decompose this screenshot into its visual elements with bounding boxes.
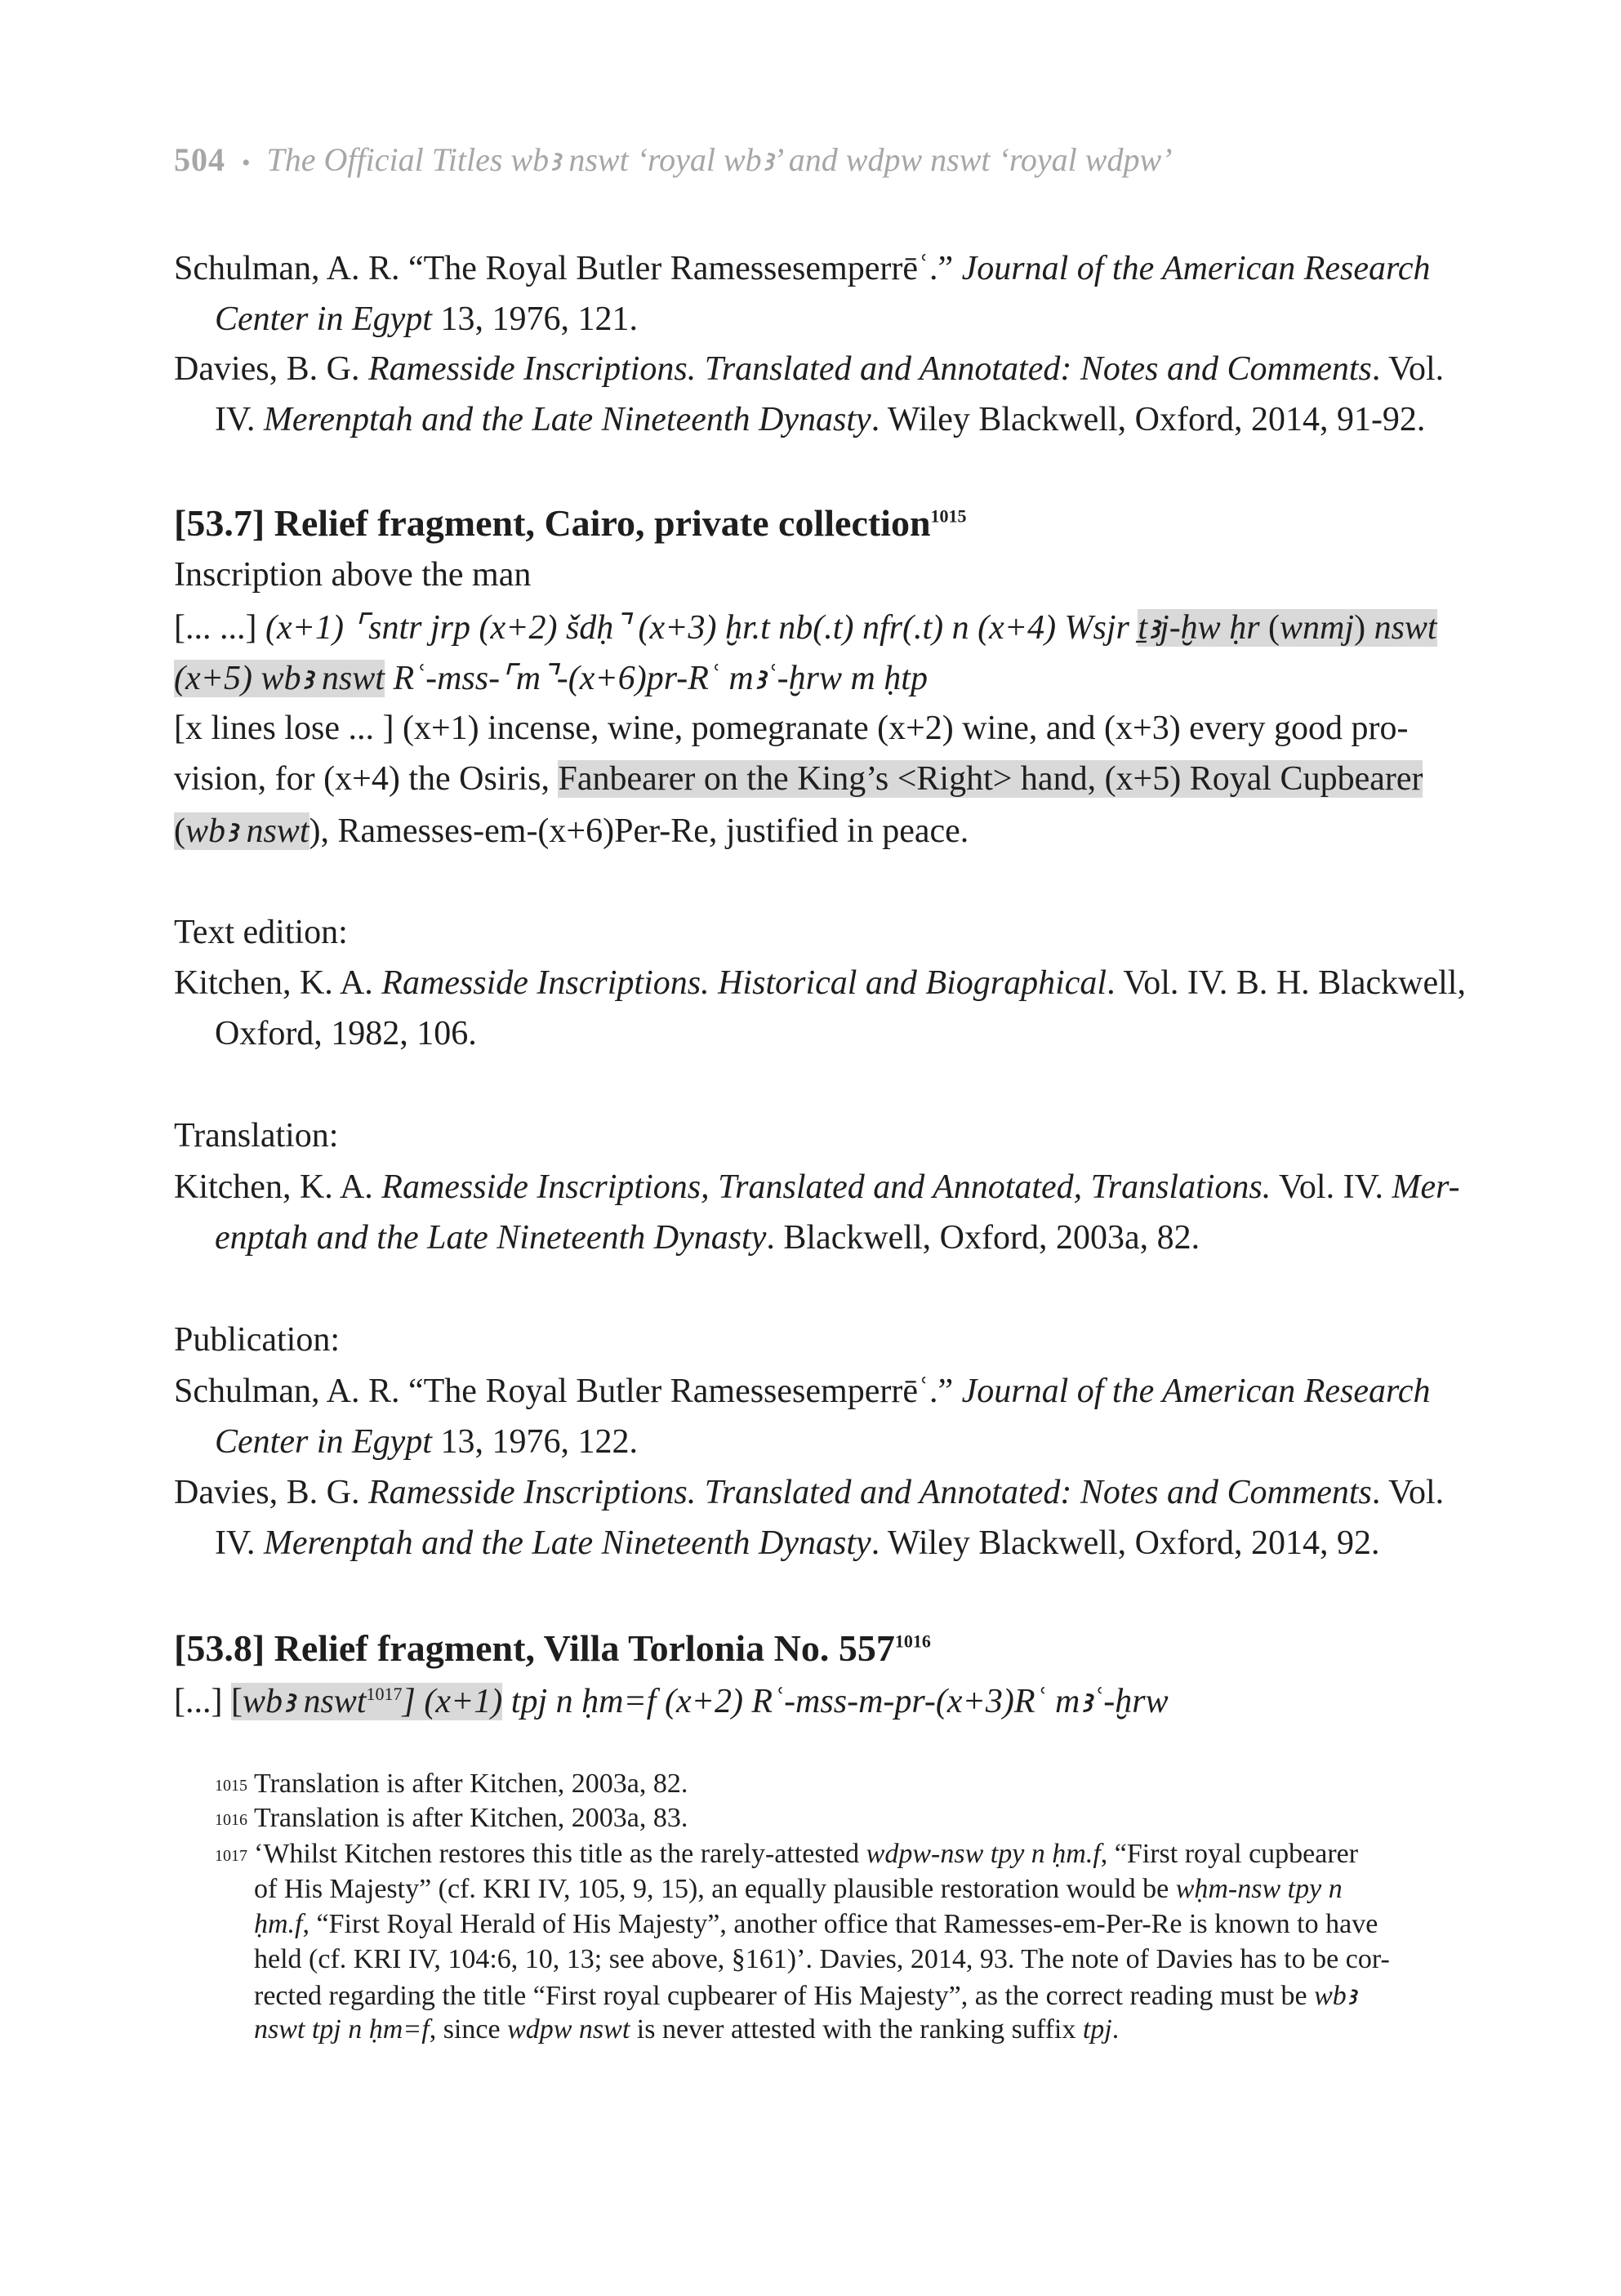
translation-text: wbꜣ nswt (185, 812, 310, 850)
ref-text: . Vol. (1371, 350, 1445, 388)
footnote-span: , “First royal cupbearer (1100, 1839, 1359, 1869)
translit-text: tpj n ḥm=f (x+2) Rʿ-mss-m-pr-(x+3)Rʿ mꜣʿ-ḫrw (502, 1683, 1169, 1720)
ref-title: Ramesside Inscriptions. Translated and Annotated: Notes and Comments (367, 1474, 1372, 1511)
footnote-text (254, 2014, 1119, 2045)
footnote-span: wbꜣ (1314, 1981, 1356, 2011)
section-heading (174, 501, 967, 545)
ref-text: 13, 1976, 121. (431, 300, 638, 338)
footnote-span: , since (429, 2014, 508, 2045)
running-title: The Official Titles wbꜣ nswt ‘royal wbꜣ’ and wdpw nswt ‘royal wdpw’ (266, 141, 1173, 178)
translation-line (174, 759, 1423, 799)
ref-text: . Vol. IV. B. H. Blackwell, (1107, 964, 1466, 1002)
footnote-span: wdpw-nsw tpy n ḥm.f (866, 1839, 1101, 1869)
translit-text: [ (230, 1683, 243, 1720)
reference-line (174, 249, 1430, 288)
translit-text: ṯꜣj-ḫw ḥr (1138, 609, 1260, 647)
footnote-span: is never attested with the ranking suffix (630, 2014, 1083, 2045)
ref-text: Schulman, A. R. “The Royal Butler Ramessesemperrēʿ.” (174, 250, 962, 287)
page-number: 504 (174, 141, 225, 178)
footnote-text (254, 1839, 1358, 1870)
footnote-text: held (cf. KRI IV, 104:6, 10, 13; see above, §161)’. Davies, 2014, 93. The note of Davies has to be cor- (254, 1944, 1390, 1974)
highlighted-title (231, 1683, 502, 1720)
footnote-text (254, 1909, 1378, 1940)
running-header (174, 140, 1172, 179)
ref-journal: Journal of the American Research (961, 1373, 1431, 1410)
reference-line (174, 1372, 1430, 1411)
ref-journal: Journal of the American Research (961, 250, 1431, 287)
ref-text: Kitchen, K. A. (174, 1168, 382, 1206)
ref-title: Ramesside Inscriptions. Historical and Biographical (381, 964, 1107, 1002)
ref-text: . Blackwell, Oxford, 2003a, 82. (766, 1219, 1200, 1257)
translit-text: ) (1354, 609, 1374, 647)
ref-text: . Vol. (1371, 1474, 1445, 1511)
ref-title: Ramesside Inscriptions. Translated and Annotated: Notes and Comments (367, 350, 1372, 388)
translation-text: ( (174, 812, 185, 850)
translation-text: ) (309, 812, 321, 850)
translit-text: ] (x+1) (402, 1683, 503, 1720)
heading-text: [53.7] Relief fragment, Cairo, private collection (174, 502, 931, 544)
publication-label: Publication: (174, 1321, 340, 1359)
reference-line (215, 1422, 638, 1462)
footnote-text (254, 1979, 1356, 2012)
ref-text: Davies, B. G. (174, 350, 368, 388)
reference-line (174, 349, 1444, 389)
reference-line (174, 1168, 1460, 1207)
ref-text: Vol. IV. (1271, 1168, 1392, 1206)
highlighted-translation: Fanbearer on the King’s <Right> hand, (x+5) Royal Cupbearer (558, 760, 1423, 798)
ref-text: Schulman, A. R. “The Royal Butler Ramessesemperrēʿ.” (174, 1373, 962, 1410)
reference-line (215, 1524, 1379, 1563)
translation-line: [x lines lose ... ] (x+1) incense, wine, pomegranate (x+2) wine, and (x+3) every good pro- (174, 710, 1409, 747)
translation-text: vision, for (x+4) the Osiris, (174, 760, 559, 798)
footnote-span: wḥm-nsw tpy n (1175, 1874, 1343, 1904)
footnote-span: wdpw nswt (507, 2014, 630, 2045)
highlighted-translation (174, 812, 310, 850)
footnote-span: ‘Whilst Kitchen restores this title as the rarely-attested (254, 1839, 866, 1869)
translit-text: wnmj (1280, 609, 1355, 647)
reference-line (174, 1473, 1444, 1512)
footnote-span: ḥm.f (254, 1909, 303, 1939)
footnote-ref[interactable]: 1016 (894, 1631, 931, 1652)
ref-title: Ramesside Inscriptions, Translated and Annotated, Translations. (381, 1168, 1271, 1206)
ref-text: Kitchen, K. A. (174, 964, 382, 1002)
footnote-span: nswt tpj n ḥm=f (254, 2014, 430, 2045)
translit-text: [...] (174, 1683, 231, 1720)
translation-line (174, 810, 969, 851)
translation-label: Translation: (174, 1117, 339, 1155)
reference-line (215, 300, 638, 339)
footnote-span: , “First Royal Herald of His Majesty”, another office that Ramesses-em-Per-Re is known to have (302, 1909, 1378, 1939)
transliteration-line (174, 607, 1437, 647)
translit-text: wbꜣ nswt (242, 1683, 367, 1720)
footnote-ref[interactable]: 1017 (366, 1684, 403, 1704)
footnote-number: 1015 (215, 1777, 247, 1795)
footnote-span: tpj (1082, 2014, 1112, 2045)
reference-line (215, 400, 1425, 439)
ref-text: IV. (215, 401, 264, 438)
footnote-text: Translation is after Kitchen, 2003a, 82. (254, 1769, 688, 1799)
ref-text: . Wiley Blackwell, Oxford, 2014, 91-92. (871, 401, 1426, 438)
ref-text: . Wiley Blackwell, Oxford, 2014, 92. (871, 1524, 1380, 1562)
ref-title: Mer- (1392, 1168, 1460, 1206)
ref-title: Merenptah and the Late Nineteenth Dynasty (263, 401, 871, 438)
reference-line: Oxford, 1982, 106. (215, 1015, 477, 1052)
translation-text: , Ramesses-em-(x+6)Per-Re, justified in peace. (320, 812, 969, 850)
footnote-text (254, 1874, 1343, 1905)
transliteration-line (174, 1680, 1169, 1721)
ref-title: Merenptah and the Late Nineteenth Dynasty (263, 1524, 871, 1562)
text-edition-label: Text edition: (174, 914, 348, 951)
ref-text: Davies, B. G. (174, 1474, 368, 1511)
reference-line (215, 1218, 1200, 1257)
translit-text: Rʿ-mss-⌜m⌝-(x+6)pr-Rʿ mꜣʿ-ḫrw m ḥtp (384, 660, 928, 697)
translit-text: [... ...] (174, 609, 265, 647)
reference-line (174, 963, 1466, 1003)
subheading: Inscription above the man (174, 556, 532, 594)
section-heading (174, 1626, 931, 1670)
footnote-span: of His Majesty” (cf. KRI IV, 105, 9, 15), an equally plausible restoration would be (254, 1874, 1176, 1904)
footnote-text: Translation is after Kitchen, 2003a, 83. (254, 1803, 688, 1833)
footnote-span: . (1111, 2014, 1120, 2045)
highlighted-title (1138, 609, 1436, 647)
translit-text: (x+1) ⌜sntr jrp (x+2) šdḥ⌝ (x+3) ḫr.t nb(.t) nfr(.t) n (x+4) Wsjr (265, 609, 1138, 647)
header-bullet: • (242, 149, 251, 176)
ref-text: 13, 1976, 122. (431, 1423, 638, 1461)
transliteration-line (174, 657, 928, 698)
ref-text: IV. (215, 1524, 264, 1562)
ref-title: enptah and the Late Nineteenth Dynasty (215, 1219, 767, 1257)
translit-text: ( (1259, 609, 1280, 647)
highlighted-title: (x+5) wbꜣ nswt (174, 660, 385, 697)
ref-journal: Center in Egypt (215, 300, 432, 338)
heading-text: [53.8] Relief fragment, Villa Torlonia No. 557 (174, 1627, 895, 1669)
ref-journal: Center in Egypt (215, 1423, 432, 1461)
footnote-number: 1016 (215, 1811, 247, 1829)
footnote-number: 1017 (215, 1847, 247, 1865)
footnote-ref[interactable]: 1015 (930, 505, 967, 527)
footnote-span: rected regarding the title “First royal cupbearer of His Majesty”, as the correct reading must be (254, 1981, 1315, 2011)
translit-text: nswt (1374, 609, 1437, 647)
